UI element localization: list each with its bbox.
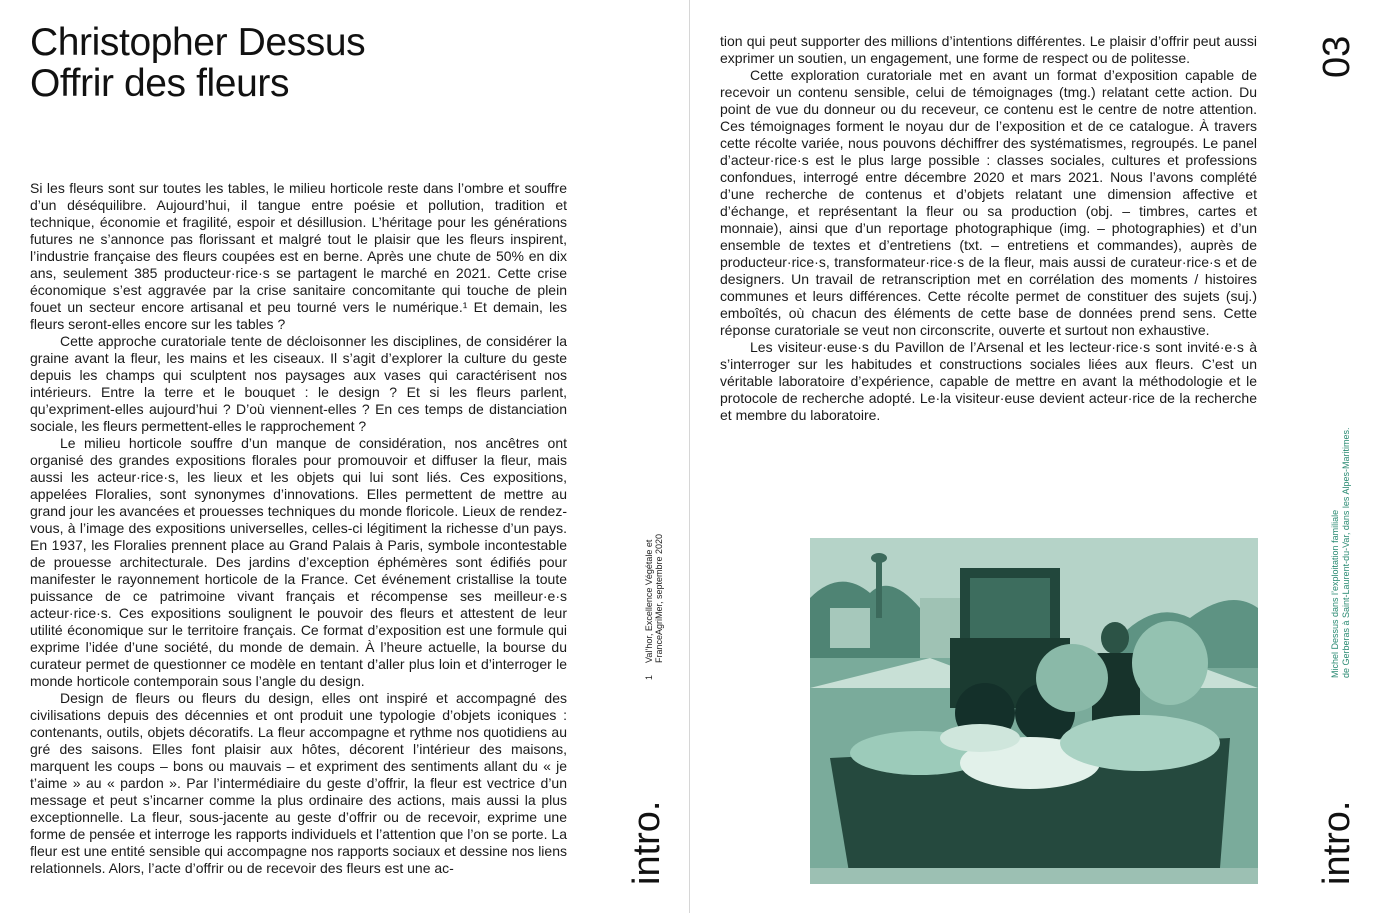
footnote-number: 1 [644,674,654,680]
paragraph: Les visiteur·euse·s du Pavillon de l’Arsenal et les lecteur·rice·s sont invité·e·s à s’interroger sur les habitudes et constructions sociales liées aux fleurs. C’est un véritable laboratoire d’expérience, capable de mettre en avant la méthodologie et le protocole de recherche adopté. Le·la visiteur·euse devient acteur·rice de la recherche et membre du laboratoire. [720,339,1257,423]
page-number: 03 [1316,35,1358,78]
section-label: intro. [626,800,668,885]
paragraph: tion qui peut supporter des millions d’intentions différentes. Le plaisir d’offrir peut aussi exprimer un soutien, un engagement, une forme de respect ou de politesse. [720,33,1257,66]
left-page [0,0,689,913]
right-body-text [720,33,1257,424]
essay-title: Offrir des fleurs [30,62,290,105]
page-title [30,22,365,104]
caption-line: Michel Dessus dans l’exploitation familiale [1330,509,1340,678]
footnote [644,534,664,680]
photo-illustration [810,538,1258,884]
footnote-line: Val’hor, Excellence Végétale et [644,539,654,663]
section-label: intro. [1316,800,1358,885]
paragraph: Si les fleurs sont sur toutes les tables, le milieu horticole reste dans l’ombre et souffre d’un déséquilibre. Aujourd’hui, il tangue entre poésie et pollution, tradition et technique, économie et fragilité, espoir et désillusion. L’héritage pour les générations futures ne s’annonce pas florissant et malgré tout le plaisir que les fleurs inspirent, l’industrie française des fleurs coupées est en berne. Après une chute de 50% en dix ans, seulement 385 producteur·rice·s se partagent le marché en 2021. Cette crise économique s’est aggravée par la crise sanitaire concomitante qui touche de plein fouet un secteur encore artisanal et peu tourné vers le numérique.¹ Et demain, les fleurs seront-elles encore sur les tables ? [30,180,567,332]
right-page [690,0,1379,913]
left-body-text [30,180,567,877]
author-name: Christopher Dessus [30,21,366,64]
paragraph: Design de fleurs ou fleurs du design, elles ont inspiré et accompagné des civilisations depuis des décennies et ont produit une typologie d’objets iconiques : contenants, outils, objets décoratifs. La fleur accompagne et rythme nos quotidiens au gré des saisons. Elles font plaisir aux hôtes, décorent l’intérieur des maisons, marquent les coups – bons ou mauvais – et expriment des sentiments allant du « je t’aime » au « pardon ». Par l’intermédiaire du geste d’offrir, la fleur est vectrice d’un message et peut s’incarner comme la plus ordinaire des actions, mais aussi la plus exceptionnelle. La fleur, sous-jacente au geste d’offrir ou de recevoir, exprime une forme de pensée et interroge les rapports individuels et l’attention que l’on se porte. La fleur est une entité sensible qui accompagne nos rapports sociaux et dessine nos liens relationnels. Alors, l’acte d’offrir ou de recevoir des fleurs est une ac- [30,690,567,876]
caption-line: de Gerberas à Saint-Laurent-du-Var, dans les Alpes-Maritimes. [1341,427,1351,678]
paragraph: Cette exploration curatoriale met en avant un format d’exposition capable de recevoir un contenu sensible, celui de témoignages (tmg.) relatant cette action. Du point de vue du donneur ou du receveur, ce contenu est le centre de notre attention. Ces témoignages forment le noyau dur de l’exposition et de ce catalogue. À travers cette récolte variée, nous pouvons déchiffrer des systématismes, regroupés. Le panel d’acteur·rice·s est le plus large possible : classes sociales, cultures et professions confondues, interrogé entre décembre 2020 et mars 2021. Nous l’avons complété d’une recherche de contenus et d’objets relatant une dimension affective et d’échange, et représentant la fleur ou sa production (obj. – timbres, cartes et monnaie), ainsi que d’un reportage photographique (img. – photographies) et d’un ensemble de textes et d’entretiens (txt. – entretiens et commandes), auprès de producteur·rice·s, transformateur·rice·s de la fleur, mais aussi de curateur·rice·s et de designers. Un travail de retranscription met en corrélation des moments / histoires communes et leurs différences. Cette récolte permet de constituer des sujets (suj.) emboîtés, où chacun des éléments de cette base de données prend sens. Cette réponse curatoriale se veut non circonscrite, ouverte et surtout non exhaustive. [720,67,1257,338]
photo-tractor-flowers [810,538,1258,884]
photo-caption [1330,428,1352,678]
paragraph: Le milieu horticole souffre d’un manque de considération, nos ancêtres ont organisé des grandes expositions florales pour promouvoir et diffuser la fleur, mais aussi les acteur·rice·s, les lieux et les objets qui lui sont liés. Ces expositions, appelées Floralies, sont synonymes d’innovations. Elles permettent de mettre au grand jour les avancées et prouesses techniques du monde floricole. Lieux de rendez-vous, à l’image des expositions universelles, celles-ci légitiment la richesse d’un pays. En 1937, les Floralies prennent place au Grand Palais à Paris, symbole incontestable de prouesse architecturale. Des jardins d’exception éphémères sont édifiés pour manifester le rayonnement horticole de la France. Cet événement cristallise la toute puissance de ce patrimoine vivant français et récompense ses meilleur·e·s acteur·rice·s. Ces expositions soulignent le pouvoir des fleurs et attestent de leur utilité économique sur le territoire français. Ce format d’exposition est une formule qui exprime l’idée d’une société, du monde de demain. À l’heure actuelle, la bourse du curateur permet de questionner ce modèle en tentant d’aller plus loin et d’interroger le monde horticole contemporain sous l’angle du design. [30,435,567,689]
paragraph: Cette approche curatoriale tente de décloisonner les disciplines, de considérer la graine avant la fleur, les mains et les ciseaux. Il s’agit d’explorer la culture du geste depuis les champs qui sculptent nos paysages aux vases qui caractérisent nos intérieurs. Entre la terre et le bouquet : le design ? Et si les fleurs parlent, qu’expriment-elles aujourd’hui ? D’où viennent-elles ? En ces temps de distanciation sociale, les fleurs permettent-elles le rapprochement ? [30,333,567,434]
footnote-line: FranceAgriMer, septembre 2020 [654,533,664,663]
